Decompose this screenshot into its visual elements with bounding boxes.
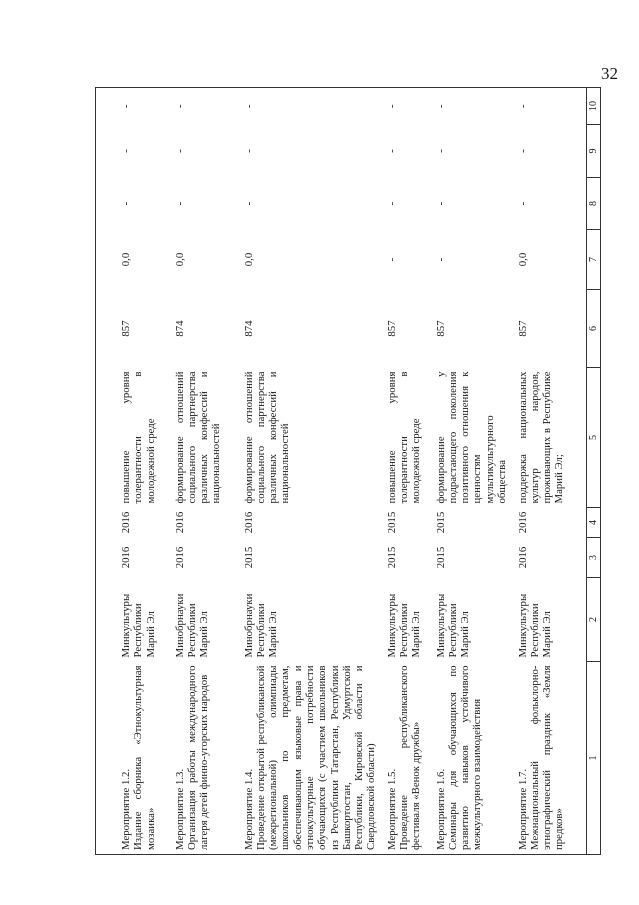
value-cell-7: 0,0 [173, 252, 186, 267]
value-cell-8: - [516, 201, 529, 206]
event-cell [429, 662, 513, 855]
result-cell: поддержка национальных культур народов, проживающих в Республике Марий Эл; [516, 371, 566, 504]
end-year-cell: 2016 [516, 511, 529, 534]
end-year-cell: 2015 [434, 511, 447, 534]
value-cell-7: 0,0 [120, 252, 132, 267]
value-cell-8: - [173, 201, 186, 206]
value-cell-7: 0,0 [242, 252, 255, 267]
code-cell: 874 [242, 320, 255, 337]
event-number: Мероприятие 1.5. [385, 768, 398, 850]
rotated-table-container [95, 88, 600, 855]
value-cell-7: - [434, 257, 447, 262]
value-cell-8: - [242, 201, 255, 206]
value-cell-9: - [120, 149, 132, 153]
column-number: 4 [587, 508, 601, 538]
column-number-row [587, 88, 601, 855]
value-cell-10: - [173, 104, 186, 109]
result-cell: повышение уровня толерантности в молодежной среде [385, 371, 423, 504]
end-year-cell: 2015 [385, 511, 398, 534]
table-row [96, 88, 166, 855]
table-row [429, 88, 513, 855]
value-cell-9: - [385, 149, 398, 153]
value-cell-10: - [242, 104, 255, 109]
result-cell: формирование отношений социального партнерства различных конфессий и национальностей [173, 371, 223, 504]
event-cell [513, 662, 587, 855]
value-cell-9: - [516, 149, 529, 153]
event-title: Семинары для обучающихся по развитию навыков устойчивого межкультурного взаимодействия [446, 665, 484, 850]
column-number: 1 [587, 662, 601, 855]
executor-cell: Минкультуры Республики Марий Эл [385, 593, 423, 658]
event-cell [166, 662, 239, 855]
value-cell-10: - [434, 104, 447, 109]
code-cell: 857 [516, 320, 529, 337]
table-row [239, 88, 381, 855]
event-cell [239, 662, 381, 855]
code-cell: 857 [120, 320, 132, 337]
value-cell-8: - [434, 201, 447, 206]
value-cell-9: - [434, 149, 447, 153]
event-title: Проведение открытой республиканской (межрегиональной) олимпиады школьников по предметам, обеспечивающим языковые права и этнокультурные потребности обучающихся (с участием школьников из Республики Татарстан, Республики Башкортостан, Удмуртской Республики, Кировской области и Свердловской области) [254, 665, 378, 850]
event-title: Организация работы международного лагеря детей финно-угорских народов [185, 665, 211, 850]
event-title: Проведение республиканского фестиваля «Венок дружбы» [397, 665, 423, 850]
result-cell: формирование отношений социального партнерства различных конфессий и национальностей [242, 371, 292, 504]
start-year-cell: 2015 [434, 546, 447, 569]
table-row [381, 88, 429, 855]
value-cell-8: - [385, 201, 398, 206]
value-cell-10: - [120, 104, 132, 109]
start-year-cell: 2016 [173, 546, 186, 569]
code-cell: 857 [385, 320, 398, 337]
event-number: Мероприятие 1.3. [173, 768, 186, 850]
column-number: 6 [587, 290, 601, 368]
table-row [513, 88, 587, 855]
column-number: 2 [587, 578, 601, 662]
column-number: 5 [587, 368, 601, 508]
executor-cell: Минкультуры Республики Марий Эл [120, 593, 157, 658]
result-cell: повышение уровня толерантности в молодежной среде [120, 371, 157, 504]
value-cell-10: - [385, 104, 398, 109]
value-cell-9: - [173, 149, 186, 153]
column-number: 10 [587, 88, 601, 125]
end-year-cell: 2016 [173, 511, 186, 534]
start-year-cell: 2016 [120, 546, 132, 569]
event-cell [96, 662, 166, 855]
column-number: 8 [587, 178, 601, 230]
event-title: Издание сборника «Этнокультурная мозаика» [132, 665, 157, 850]
executor-cell: Минкультуры Республики Марий Эл [516, 593, 554, 658]
value-cell-7: - [385, 257, 398, 262]
column-number: 3 [587, 538, 601, 578]
table-row [166, 88, 239, 855]
value-cell-7: 0,0 [516, 252, 529, 267]
event-number: Мероприятие 1.2. [120, 768, 132, 850]
start-year-cell: 2016 [516, 546, 529, 569]
executor-cell: Минкультуры Республики Марий Эл [434, 593, 472, 658]
end-year-cell: 2016 [120, 511, 132, 534]
event-number: Мероприятие 1.4. [242, 768, 255, 850]
activities-table [95, 87, 601, 855]
value-cell-9: - [242, 149, 255, 153]
value-cell-10: - [516, 104, 529, 109]
value-cell-8: - [120, 201, 132, 206]
event-cell [381, 662, 429, 855]
start-year-cell: 2015 [242, 546, 255, 569]
event-title: Межнациональный фольклорно-этнографический праздник «Земля предков» [528, 665, 566, 850]
code-cell: 874 [173, 320, 186, 337]
start-year-cell: 2015 [385, 546, 398, 569]
end-year-cell: 2016 [242, 511, 255, 534]
column-number: 7 [587, 230, 601, 290]
code-cell: 857 [434, 320, 447, 337]
result-cell: формирование у подрастающего поколения позитивного отношения к ценностям мультикультурного общества [434, 371, 508, 504]
executor-cell: Минобрнауки Республики Марий Эл [173, 593, 211, 658]
page-number: 32 [601, 64, 618, 83]
column-number: 9 [587, 125, 601, 178]
executor-cell: Минобрнауки Республики Марий Эл [242, 593, 280, 658]
event-number: Мероприятие 1.7. [516, 768, 529, 850]
event-number: Мероприятие 1.6. [434, 768, 447, 850]
